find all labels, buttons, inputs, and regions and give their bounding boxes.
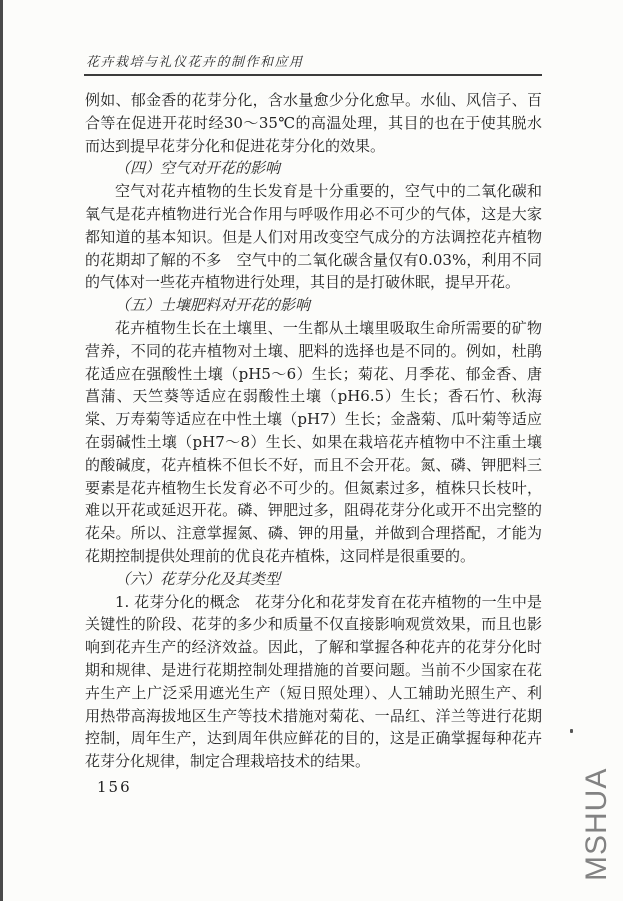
header-rule bbox=[84, 74, 542, 76]
paragraph-continuation: 例如、郁金香的花芽分化，含水量愈少分化愈早。水仙、风信子、百合等在促进开花时经30～35℃的高温处理，其目的也在于使其脱水而达到提早花芽分化和促进花芽分化的效果。 bbox=[85, 91, 542, 155]
scan-speck-artifact bbox=[570, 729, 573, 733]
page-number: 156 bbox=[97, 778, 132, 796]
watermark-text: MSHUA bbox=[580, 767, 613, 881]
scan-edge-artifact bbox=[0, 0, 3, 901]
section-heading-5: （五）土壤肥料对开花的影响 bbox=[115, 296, 311, 315]
section-heading-4: （四）空气对开花的影响 bbox=[115, 159, 281, 178]
running-header-title: 花卉栽培与礼仪花卉的制作和应用 bbox=[86, 55, 304, 70]
paragraph-bud-differentiation: 1. 花芽分化的概念 花芽分化和花芽发育在花卉植物的一生中是关键性的阶段、花芽的多少和质量不仅直接影响观赏效果，而且也影响到花卉生产的经济效益。因此，了解和掌握各种花卉的花芽分化时期和规律、是进行花期控制处理措施的首要问题。当前不少国家在花卉生产上广泛采用遮光生产（短日照处理）、人工辅助光照生产、利用热带高海拔地区生产等技术措施对菊花、一品红、洋兰等进行花期控制，周年生产，达到周年供应鲜花的目的，这是正确掌握每种花卉花芽分化规律，制定合理栽培技术的结果。 bbox=[85, 592, 542, 771]
section-heading-6: （六）花芽分化及其类型 bbox=[115, 569, 281, 588]
running-header bbox=[86, 51, 542, 70]
text-column bbox=[85, 89, 542, 773]
paragraph-soil-fertilizer: 花卉植物生长在土壤里、一生都从土壤里吸取生命所需要的矿物营养，不同的花卉植物对土壤、肥料的选择也是不同的。例如，杜鹃花适应在强酸性土壤（pH5～6）生长；菊花、月季花、郁金香、唐菖蒲、天竺葵等适应在弱酸性土壤（pH6.5）生长；香石竹、秋海棠、万寿菊等适应在中性土壤（pH7）生长；金盏菊、瓜叶菊等适应在弱碱性土壤（pH7～8）生长、如果在栽培花卉植物中不注重土壤的酸碱度，花卉植株不但长不好，而且不会开花。氮、磷、钾肥料三要素是花卉植物生长发育必不可少的。但氮素过多，植株只长枝叶，难以开花或延迟开花。磷、钾肥过多，阻碍花芽分化或开不出完整的花朵。所以、注意掌握氮、磷、钾的用量，并做到合理搭配，才能为花期控制提供处理前的优良花卉植株，这同样是很重要的。 bbox=[85, 318, 542, 565]
paragraph-air-influence: 空气对花卉植物的生长发育是十分重要的，空气中的二氧化碳和氧气是花卉植物进行光合作用与呼吸作用必不可少的气体，这是大家都知道的基本知识。但是人们对用改变空气成分的方法调控花卉植物的花期却了解的不多 空气中的二氧化碳含量仅有0.03%，利用不同的气体对一些花卉植物进行处理，其目的是打破休眠，提早开花。 bbox=[85, 182, 542, 292]
